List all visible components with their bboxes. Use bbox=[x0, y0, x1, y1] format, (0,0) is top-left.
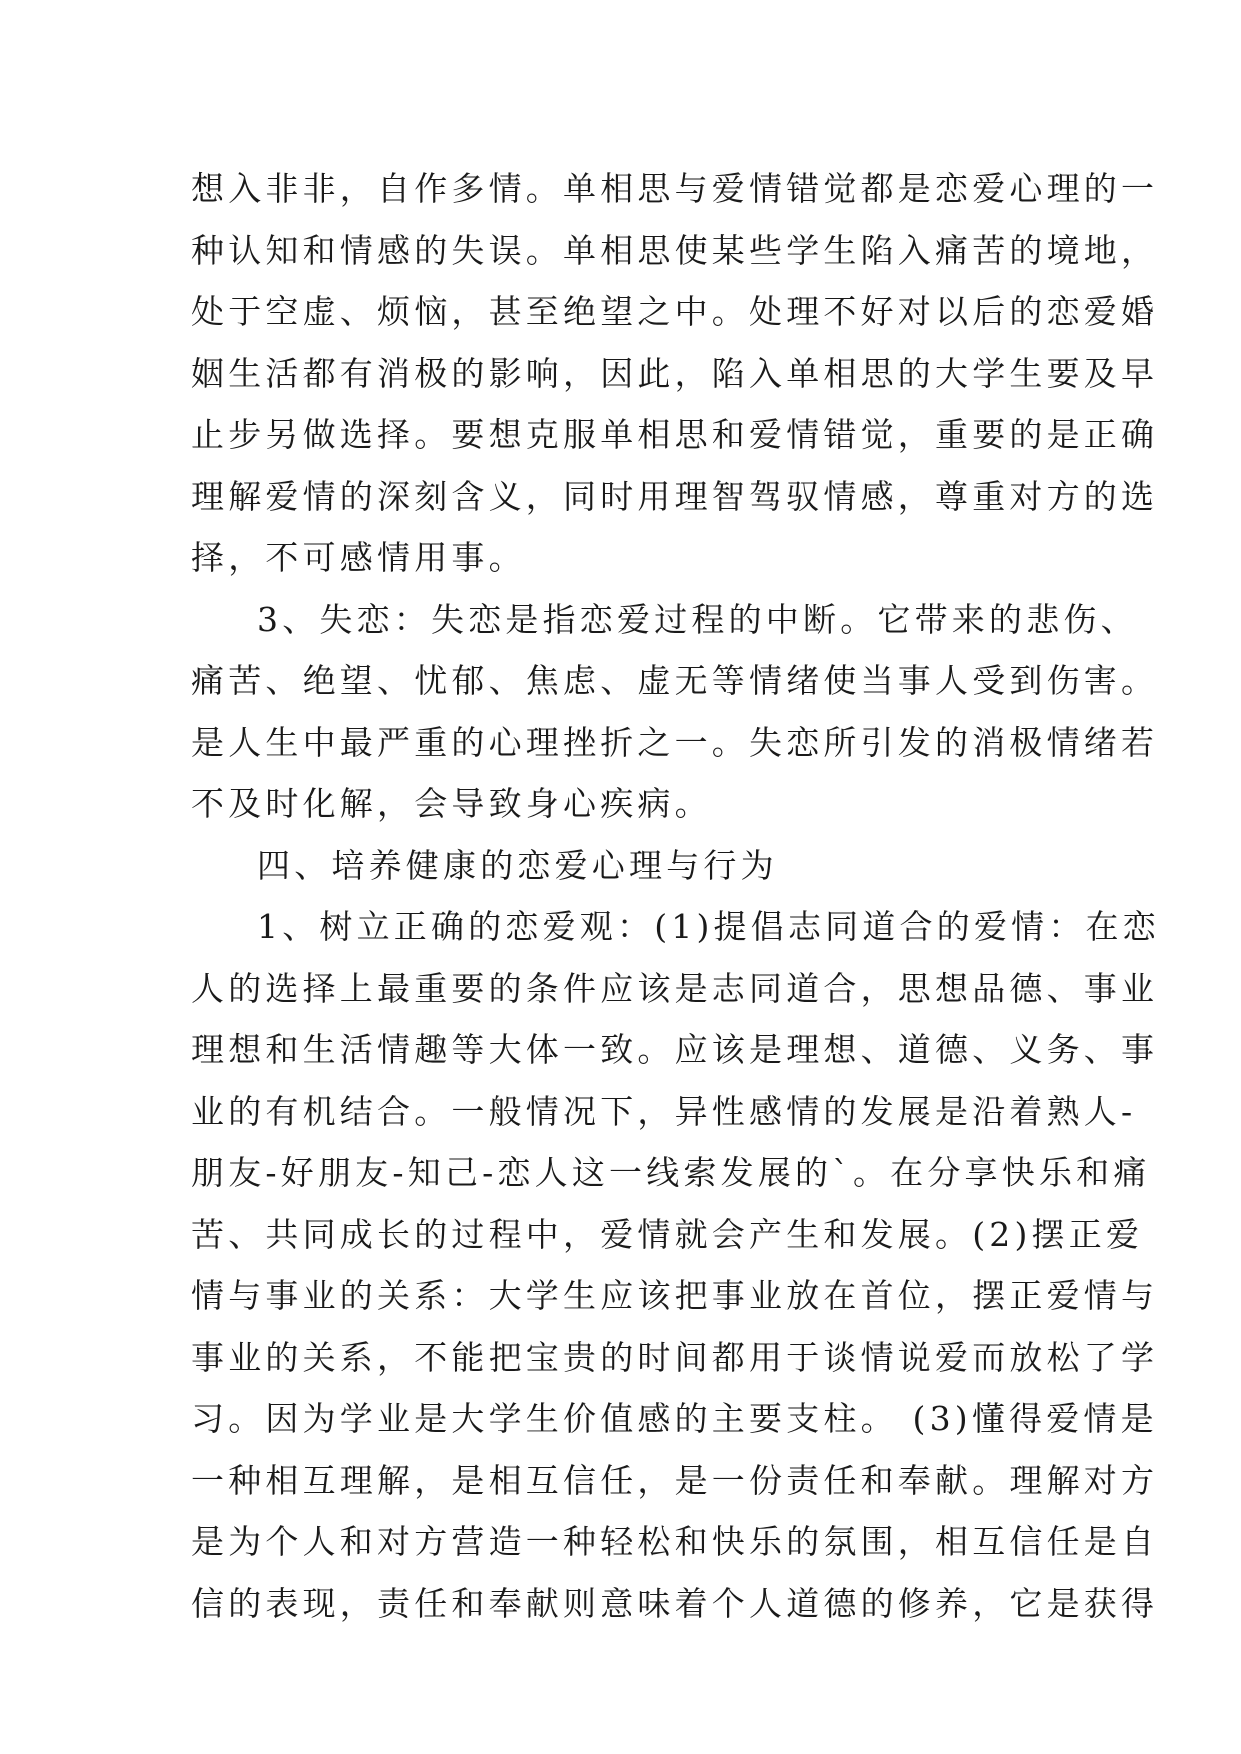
text-line: 情与事业的关系：大学生应该把事业放在首位，摆正爱情与 bbox=[191, 1276, 1159, 1315]
text-line: 处于空虚、烦恼，甚至绝望之中。处理不好对以后的恋爱婚 bbox=[191, 292, 1159, 331]
paragraph-start-line: 1、树立正确的恋爱观：(1)提倡志同道合的爱情：在恋 bbox=[257, 907, 1160, 946]
text-line: 是为个人和对方营造一种轻松和快乐的氛围，相互信任是自 bbox=[191, 1522, 1159, 1561]
text-line: 业的有机结合。一般情况下，异性感情的发展是沿着熟人- bbox=[191, 1091, 1137, 1131]
text-line: 姻生活都有消极的影响，因此，陷入单相思的大学生要及早 bbox=[191, 353, 1159, 393]
text-line: 苦、共同成长的过程中，爱情就会产生和发展。(2)摆正爱 bbox=[191, 1214, 1144, 1254]
text-line: 止步另做选择。要想克服单相思和爱情错觉，重要的是正确 bbox=[191, 415, 1159, 454]
text-line: 择，不可感情用事。 bbox=[191, 538, 526, 577]
text-line: 一种相互理解，是相互信任，是一份责任和奉献。理解对方 bbox=[191, 1460, 1159, 1500]
body-text bbox=[191, 158, 1160, 1634]
text-line: 种认知和情感的失误。单相思使某些学生陷入痛苦的境地， bbox=[191, 230, 1159, 270]
text-line: 是人生中最严重的心理挫折之一。失恋所引发的消极情绪若 bbox=[191, 722, 1159, 762]
paragraph-start-line: 3、失恋：失恋是指恋爱过程的中断。它带来的悲伤、 bbox=[257, 599, 1138, 639]
section-heading: 四、培养健康的恋爱心理与行为 bbox=[257, 845, 778, 885]
text-line: 朋友-好朋友-知己-恋人这一线索发展的`。在分享快乐和痛 bbox=[191, 1153, 1151, 1192]
text-line: 痛苦、绝望、忧郁、焦虑、虚无等情绪使当事人受到伤害。 bbox=[191, 661, 1159, 700]
text-line: 理解爱情的深刻含义，同时用理智驾驭情感，尊重对方的选 bbox=[191, 476, 1159, 516]
text-line: 理想和生活情趣等大体一致。应该是理想、道德、义务、事 bbox=[191, 1030, 1159, 1069]
text-line: 不及时化解，会导致身心疾病。 bbox=[191, 784, 712, 823]
text-line: 人的选择上最重要的条件应该是志同道合，思想品德、事业 bbox=[191, 968, 1159, 1008]
text-line: 习。因为学业是大学生价值感的主要支柱。 (3)懂得爱情是 bbox=[191, 1399, 1158, 1438]
text-line: 事业的关系，不能把宝贵的时间都用于谈情说爱而放松了学 bbox=[191, 1337, 1159, 1377]
text-line: 想入非非，自作多情。单相思与爱情错觉都是恋爱心理的一 bbox=[191, 169, 1159, 208]
text-line: 信的表现，责任和奉献则意味着个人道德的修养，它是获得 bbox=[191, 1583, 1159, 1623]
